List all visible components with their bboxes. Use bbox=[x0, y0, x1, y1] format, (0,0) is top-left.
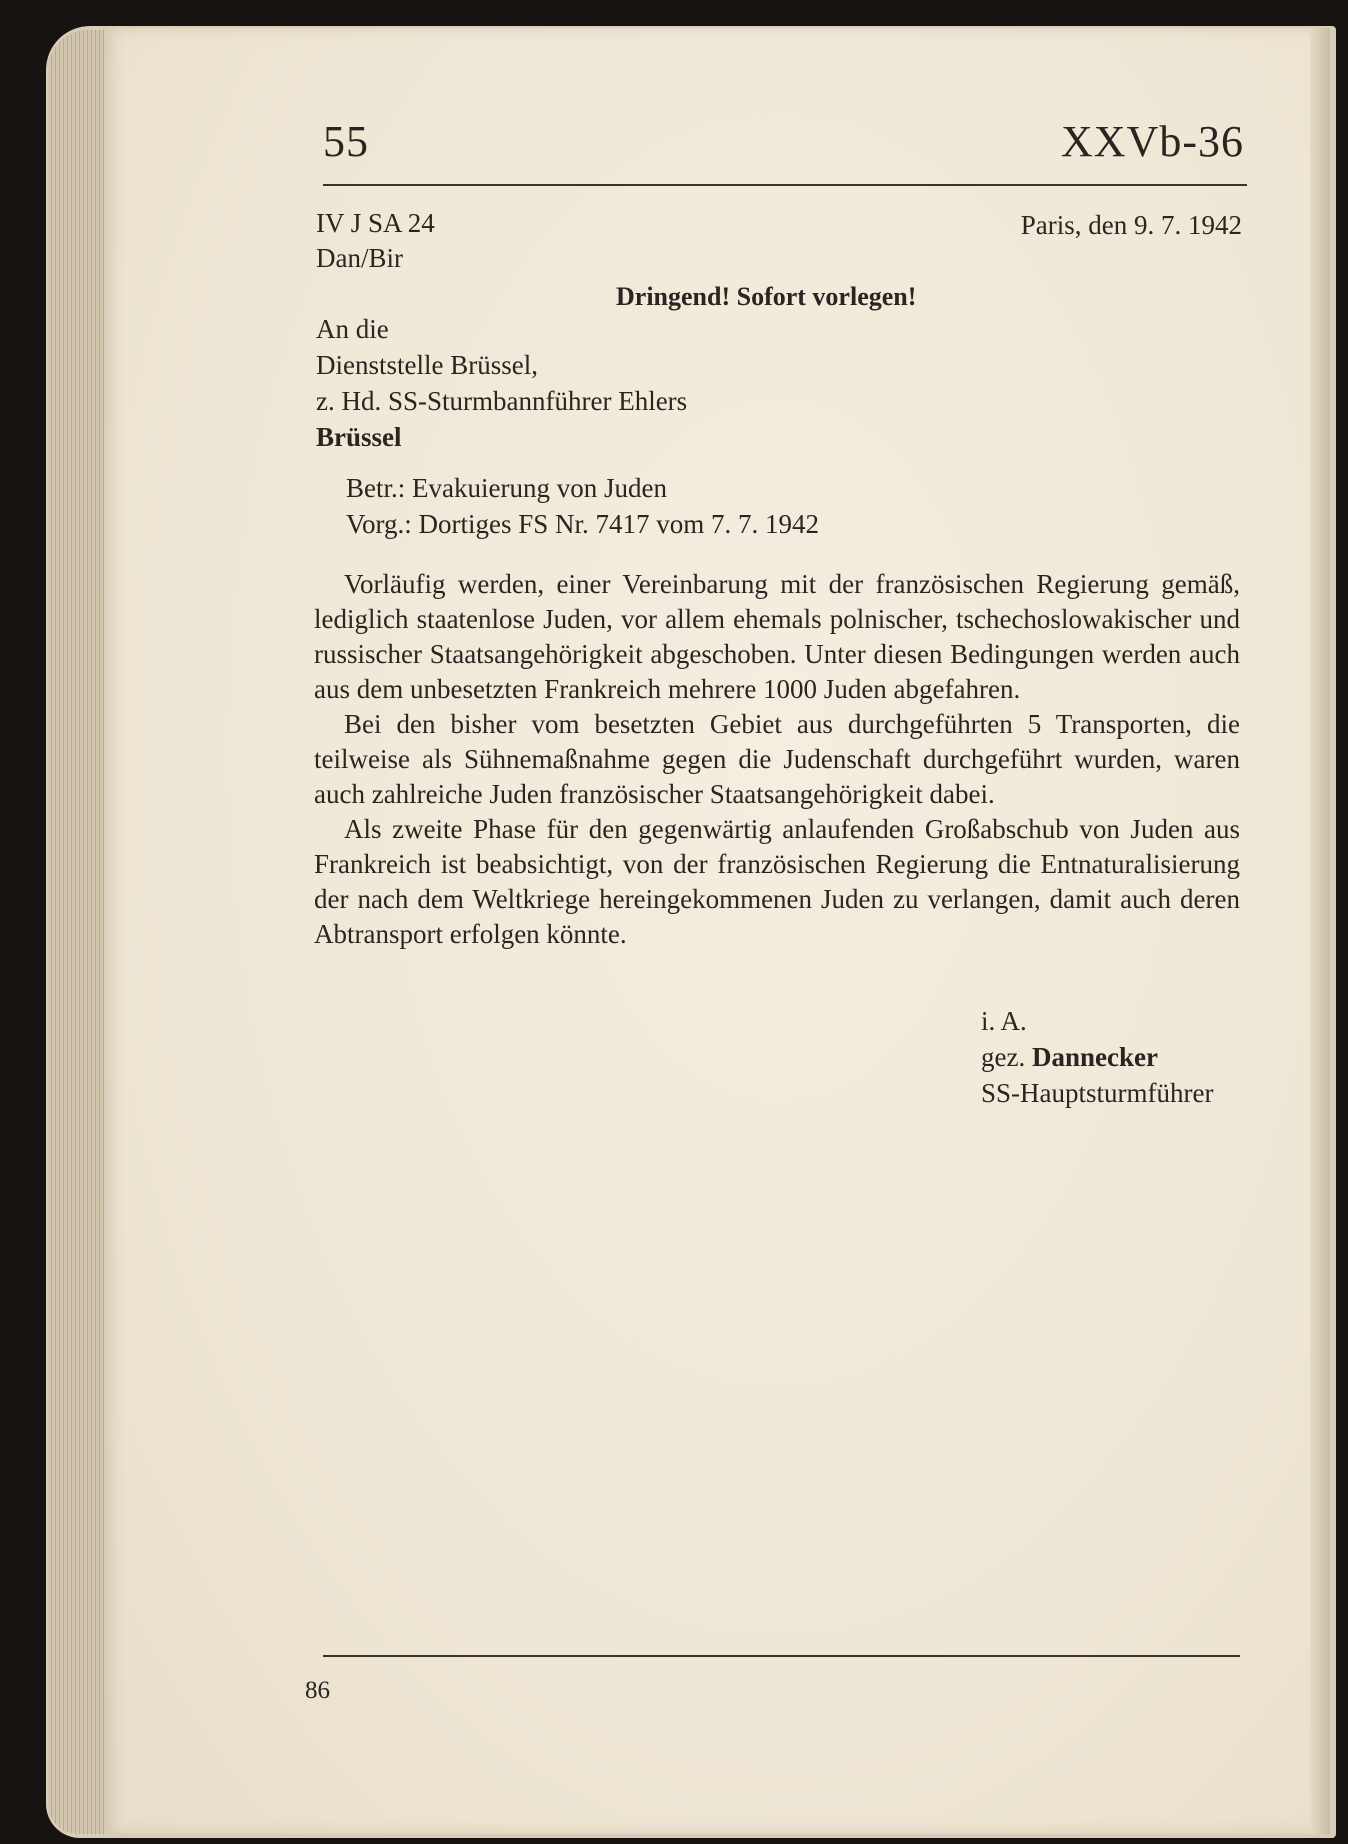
recipient-line-2: Dienststelle Brüssel, bbox=[316, 350, 538, 380]
book-spine-shadow bbox=[1310, 28, 1330, 1834]
header-rule bbox=[323, 184, 1247, 186]
place-date: Paris, den 9. 7. 1942 bbox=[1020, 210, 1242, 240]
file-reference-block bbox=[316, 206, 435, 276]
signature-name-line bbox=[981, 1039, 1213, 1075]
signature-rank: SS-Hauptsturmführer bbox=[981, 1078, 1214, 1108]
subject-line: Betr.: Evakuierung von Juden bbox=[346, 473, 667, 503]
archive-reference: XXVb-36 bbox=[1061, 117, 1244, 166]
page-number: 86 bbox=[305, 1677, 330, 1704]
body-paragraph-1: Vorläufig werden, einer Vereinbarung mit der französischen Regierung gemäß, lediglich staatenlose Juden, vor allem ehemals polnischer, tschechoslowakischer und russischer Staatsangehörigkeit abgeschoben. Unter diesen Bedingungen werden auch aus dem unbesetzten Frankreich mehrere 1000 Juden abgefahren. bbox=[314, 569, 1240, 704]
file-reference: IV J SA 24 bbox=[316, 208, 435, 238]
footer-rule bbox=[323, 1655, 1240, 1657]
signature-ia: i. A. bbox=[981, 1006, 1027, 1036]
author-initials: Dan/Bir bbox=[316, 243, 403, 273]
signature-name: Dannecker bbox=[1031, 1042, 1158, 1072]
recipient-line-1: An die bbox=[316, 314, 389, 344]
body-paragraph-2: Bei den bisher vom besetzten Gebiet aus durchgeführten 5 Transporten, die teilweise als Sühnemaßnahme gegen die Judenschaft durchgeführt wurden, waren auch zahlreiche Juden französischer Staatsangehörigkeit dabei. bbox=[314, 709, 1240, 809]
urgent-note: Dringend! Sofort vorlegen! bbox=[616, 282, 917, 311]
signature-prefix: gez. bbox=[981, 1042, 1026, 1072]
reference-line: Vorg.: Dortiges FS Nr. 7417 vom 7. 7. 1942 bbox=[346, 509, 820, 539]
recipient-address bbox=[316, 311, 687, 455]
subject-block bbox=[346, 470, 819, 542]
body-paragraph-3: Als zweite Phase für den gegenwärtig anlaufenden Großabschub von Juden aus Frankreich ist beabsichtigt, von der französischen Regierung die Entnaturalisierung der nach dem Weltkriege hereingekommenen Juden zu verlangen, damit auch deren Abtransport erfolgen könnte. bbox=[314, 814, 1240, 949]
recipient-line-3: z. Hd. SS-Sturmbannführer Ehlers bbox=[316, 386, 688, 416]
recipient-city: Brüssel bbox=[316, 422, 402, 452]
letter-body bbox=[314, 567, 1240, 952]
signature-block bbox=[981, 1003, 1213, 1111]
document-number: 55 bbox=[323, 117, 369, 166]
